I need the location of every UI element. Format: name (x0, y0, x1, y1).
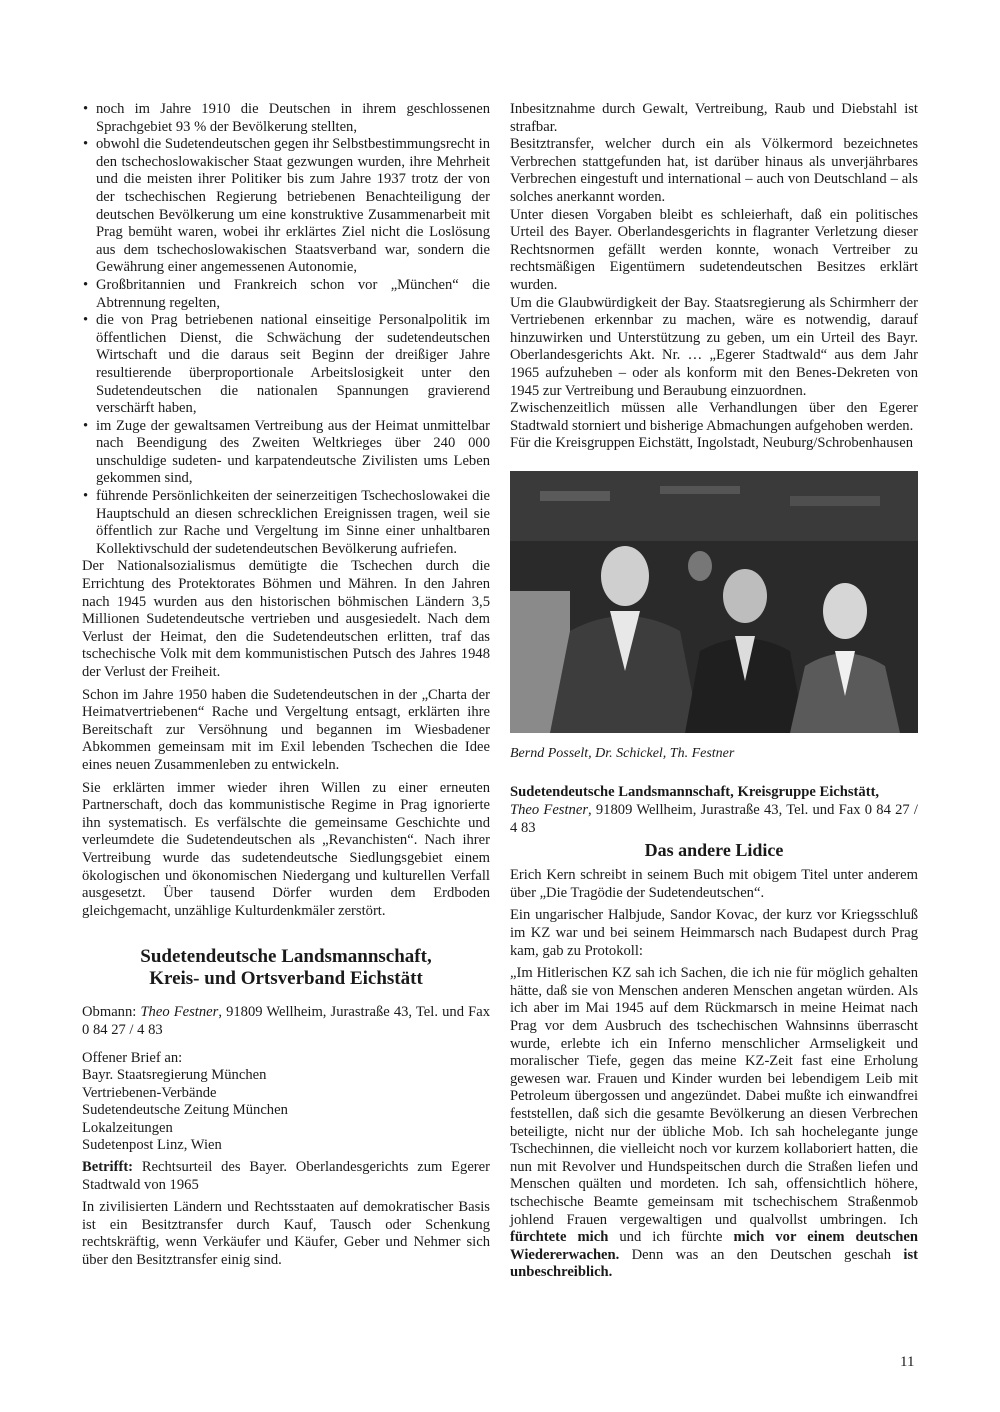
body-paragraph: Für die Kreisgruppen Eichstätt, Ingolstadt, Neuburg/Schrobenhausen (510, 435, 914, 452)
betrifft-label: Betrifft: (82, 1159, 134, 1176)
obmann-name: Theo Festner (140, 1004, 219, 1021)
recipient-item: Bayr. Staatsregierung München (82, 1067, 267, 1084)
letter-intro: Offener Brief an: (82, 1049, 183, 1066)
photo-illustration (510, 471, 918, 733)
body-paragraph: Zwischenzeitlich müssen alle Verhandlungen über den Egerer Stadtwald storniert und bisherige Abmachungen aufgehoben werden. (510, 400, 918, 434)
bullet-list (82, 101, 490, 558)
group-photo (510, 471, 918, 733)
quote-paragraph (510, 965, 918, 1282)
recipient-item: Sudetendeutsche Zeitung München (82, 1102, 288, 1119)
signature-name: Theo Festner (510, 802, 588, 819)
signature-title: Sudetendeutsche Landsmannschaft, Kreisgruppe Eichstätt, (510, 784, 880, 801)
list-item: • im Zuge der gewaltsamen Vertreibung aus der Heimat unmittelbar nach Beendigung des Zweiten Weltkrieges über 240 000 unschuldige sudeten- und karpatendeutsche Zivilisten ums Leben gekommen sind, (82, 418, 490, 488)
body-paragraph: In zivilisierten Ländern und Rechtsstaaten auf demokratischer Basis ist ein Besitztransfer durch Kauf, Tausch oder Schenkung rechtskräftig, wenn Verkäufer und Käufer, Geber und Nehmer sich über den Besitztransfer einig sind. (82, 1199, 490, 1269)
list-item: • die von Prag betriebenen national einseitige Personalpolitik im öffentlichen Dienst, die Schwächung der sudetendeutschen Wirtschaft und die daraus seit Beginn der dreißiger Jahre resultierende überproportionale Arbeitslosigkeit unter den Sudetendeutschen die nationalen Spannungen gravierend verschärft haben, (82, 312, 490, 418)
recipient-item: Sudetenpost Linz, Wien (82, 1137, 222, 1154)
recipient-item: Vertriebenen-Verbände (82, 1084, 217, 1101)
left-column (82, 101, 490, 1275)
body-paragraph: Erich Kern schreibt in seinem Buch mit obigem Titel unter anderem über „Die Tragödie der Sudetendeutschen“. (510, 867, 918, 901)
body-paragraph: Der Nationalsozialismus demütigte die Tschechen durch die Errichtung des Protektorates Böhmen und Mähren. In den Jahren nach 1945 wurden aus den historischen böhmischen Ländern 3,5 Millionen Sudetendeutsche vertrieben und ausgesiedelt. Nach dem Verlust der Heimat, den die Sudetendeutschen erlitten, traf das tschechische Volk mit dem kommunistischen Putsch des Jahres 1948 der Verlust der Freiheit. (82, 558, 490, 680)
right-column (510, 101, 918, 1287)
quote-text: Denn was an den Deutschen geschah (619, 1246, 904, 1263)
list-item: • führende Persönlichkeiten der seinerzeitigen Tschechoslowakei die Hauptschuld an diesen schrecklichen Ereignissen tragen, weil sie öffentlich zur Rache und Vergeltung im Sinne einer unhaltbaren Kollektivschuld der sudetendeutschen Bevölkerung aufriefen. (82, 488, 490, 558)
quote-emphasis: fürchtete mich (510, 1229, 609, 1246)
body-paragraph: Um die Glaubwürdigkeit der Bay. Staatsregierung als Schirmherr der Vertriebenen erkennbar zu machen, wäre es notwendig, darauf hinzuwirken und Unterstützung zu geben, um ein Urteil des Bayr. Oberlandesgerichts Akt. Nr. … „Egerer Stadtwald“ aus dem Jahr 1965 aufzuheben – oder als konform mit den Benes-Dekreten von 1945 zur Vertreibung und Beraubung einzuordnen. (510, 294, 918, 399)
list-item: • Großbritannien und Frankreich schon vor „München“ die Abtrennung regelten, (82, 277, 490, 312)
body-paragraph: Ein ungarischer Halbjude, Sandor Kovac, der kurz vor Kriegsschluß im KZ war und bei seinem Heimmarsch nach Budapest durch Prag kam, gab zu Protokoll: (510, 907, 918, 959)
photo-caption: Bernd Posselt, Dr. Schickel, Th. Festner (510, 745, 735, 761)
quote-text: „Im Hitlerischen KZ sah ich Sachen, die ich nie für möglich gehalten hätte, daß sie von Menschen anderen Menschen angetan würden. Als ich aber im Mai 1945 auf dem Rückmarsch in meine Heimat nach Prag vor dem Ausbruch des tschechischen Wahnsinns überrascht wurde, erlebte ich ein Inferno menschlicher Armseligkeit und moralischer Tiefe, gegen das meine KZ-Zeit fast eine Erholung gewesen war. Frauen und Kinder wurden bei lebendigem Leib mit Petroleum übergossen und angezündet. Dabei mußte ich einwandfrei feststellen, daß sich die gesamte Bevölkerung an diesen Verbrechen beteiligte, nicht nur der übliche Mob. Ich sah hochelegante junge Tschechinnen, die vielleicht noch vor kurzem kollaboriert hatten, die nun mit Revolver und Hundspeitschen durch die Straßen liefen und Menschen quälten und mordeten. Ich sah, offensichtlich höhere, tschechische Beamte gemeinsam mit tschechischem Straßenmob johlend Frauen vergewaltigen und qualvollst umbringen. Ich (510, 965, 918, 1228)
recipient-block (82, 1050, 490, 1156)
heading-line: Kreis- und Ortsverband Eichstätt (149, 968, 423, 990)
obmann-contact: , 91809 Wellheim, Jurastraße 43, Tel. und Fax 0 84 27 / 4 83 (82, 1004, 490, 1038)
page-number: 11 (900, 1354, 915, 1370)
quote-text: und ich fürchte (608, 1229, 734, 1246)
betrifft-text: Rechtsurteil des Bayer. Oberlandesgerichts zum Egerer Stadtwald von 1965 (82, 1159, 490, 1193)
list-item: • noch im Jahre 1910 die Deutschen in ihrem geschlossenen Sprachgebiet 93 % der Bevölkerung stellten, (82, 101, 490, 136)
body-paragraph: Inbesitznahme durch Gewalt, Vertreibung, Raub und Diebstahl ist strafbar. (510, 101, 918, 135)
obmann-label: Obmann: (82, 1004, 141, 1021)
section-heading (82, 946, 490, 990)
body-paragraph: Sie erklärten immer wieder ihren Willen zu einer erneuten Partnerschaft, doch das kommunistische Regime in Prag ignorierte ihn systematisch. Es verfälschte die gemeinsame Geschichte und verleumdete die Sudetendeutschen als „Revanchisten“. Nach ihrer Vertreibung wurde das sudetendeutsche Siedlungsgebiet einem ökologischen und ökonomischen Niedergang und kulturellen Verfall ausgesetzt. Über tausend Dörfer wurden dem Erdboden gleichgemacht, unzählige Kulturdenkmäler zerstört. (82, 779, 490, 919)
section-title: Das andere Lidice (644, 840, 784, 861)
heading-line: Sudetendeutsche Landsmannschaft, (140, 946, 432, 968)
quote-emphasis: ist unbeschreiblich. (510, 1246, 918, 1281)
body-paragraph: Besitztransfer, welcher durch ein als Völkermord bezeichnetes Verbrechen stattgefunden hat, ist darüber hinaus als unverjährbares Verbrechen eingestuft und international – auch von Deutschland – als solches anerkannt worden. (510, 136, 918, 205)
recipient-item: Lokalzeitungen (82, 1119, 173, 1136)
body-paragraph: Schon im Jahre 1950 haben die Sudetendeutschen in der „Charta der Heimatvertriebenen“ Rache und Vergeltung entsagt, erklärten ihre Bereitschaft zur Versöhnung und begannen im Wiesbadener Abkommen gemeinsam mit im Exil lebenden Tschechen die Idee eines neuen Zusammenleben zu entwickeln. (82, 686, 490, 773)
obmann-address (82, 1004, 490, 1039)
betrifft-line (82, 1159, 490, 1194)
body-paragraph: Unter diesen Vorgaben bleibt es schleierhaft, daß ein politisches Urteil des Bayer. Oberlandesgerichts in flagranter Verletzung dieser Rechtsnormen gefällt werden konnte, wonach Vertreiber zu rechtsmäßigen Eigentümern sudetendeutschen Besitzes erklärt wurden. (510, 206, 918, 293)
list-item: • obwohl die Sudetendeutschen gegen ihr Selbstbestimmungsrecht in den tschechoslowakischer Staat gezwungen wurden, ihre Mehrheit und die meisten ihrer Politiker bis zum Jahre 1937 trotz der von der tschechischen Regierung betriebenen Benachteiligung der deutschen Bevölkerung um eine konstruktive Zusammenarbeit mit Prag bemüht waren, wobei ihr erklärtes Ziel nicht die Loslösung aus dem tschechoslowakischen Staatsverband war, sondern die Gewährung einer angemessenen Autonomie, (82, 136, 490, 277)
signature-block (510, 784, 918, 837)
signature-contact: , 91809 Wellheim, Jurastraße 43, Tel. und Fax 0 84 27 / 4 83 (510, 802, 918, 836)
quote-emphasis: mich vor einem deutschen Wiedererwachen. (510, 1229, 918, 1263)
